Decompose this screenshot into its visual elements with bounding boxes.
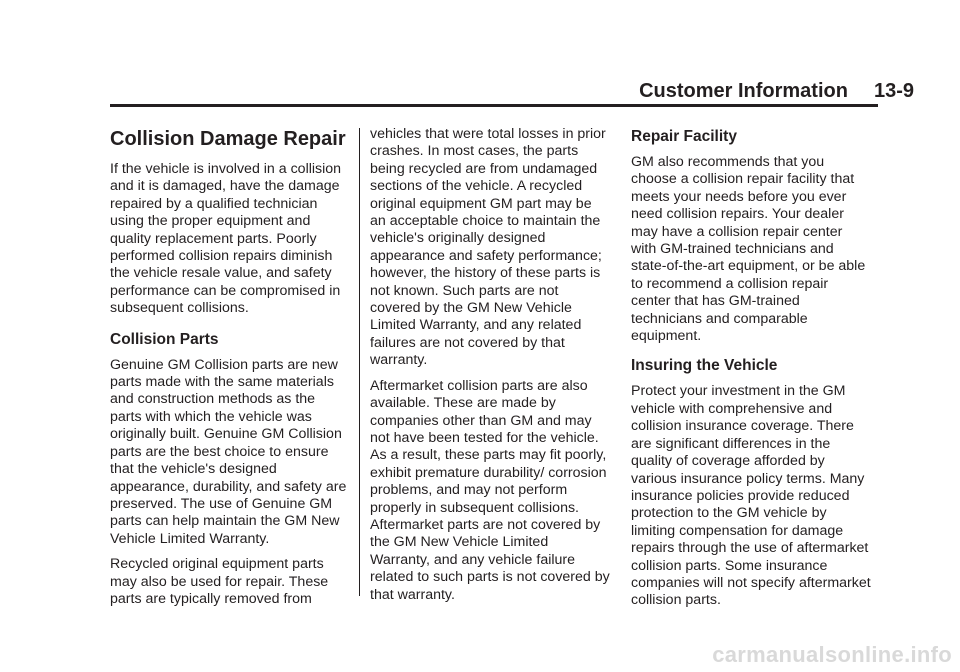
- column-divider: [359, 128, 360, 596]
- page-number: 13-9: [873, 80, 914, 102]
- paragraph: Genuine GM Collision parts are new parts made with the same materials and construction methods as the parts with which the vehicle was originally built. Genuine GM Collision parts are the best choice to ensure that the vehicle's designed appearance, durability, and safety are preserved. The use of Genuine GM parts can help maintain the GM New Vehicle Limited Warranty.: [110, 356, 347, 547]
- paragraph: If the vehicle is involved in a collision and it is damaged, have the damage repaired by a qualified technician using the proper equipment and quality replacement parts. Poorly performed collision repairs diminish the vehicle resale value, and safety performance can be compromised in subsequent collisions.: [110, 161, 342, 317]
- page-header: [639, 80, 914, 103]
- main-heading: Collision Damage Repair: [110, 128, 346, 150]
- paragraph: GM also recommends that you choose a collision repair facility that meets your needs before you ever need collision repairs. Your dealer may have a collision repair center with GM-trained technicians and state-of-the-art equipment, or be able to recommend a collision repair center that has GM-trained technicians and comparable equipment.: [631, 154, 866, 345]
- section-title: Customer Information: [639, 80, 848, 102]
- column-2: [370, 126, 610, 612]
- subheading-repair-facility: Repair Facility: [631, 128, 737, 145]
- paragraph: Protect your investment in the GM vehicle with comprehensive and collision insurance coverage. There are significant differences in the quality of coverage afforded by various insurance policy terms. Many insurance policies provide reduced protection to the GM vehicle by limiting compensation for damage repairs through the use of aftermarket collision parts. Some insurance companies will not specify aftermarket collision parts.: [631, 383, 871, 609]
- header-rule: [110, 104, 878, 107]
- column-3: [631, 126, 871, 618]
- subheading-collision-parts: Collision Parts: [110, 330, 219, 348]
- paragraph: Aftermarket collision parts are also available. These are made by companies other than GM and may not have been tested for the vehicle. As a result, these parts may fit poorly, exhibit premature durability/ corrosion problems, and may not perform properly in subsequent collisions. Aftermarket parts are not covered by the GM New Vehicle Limited Warranty, and any vehicle failure related to such parts is not covered by that warranty.: [370, 377, 610, 603]
- paragraph: Recycled original equipment parts may also be used for repair. These parts are typically removed from: [110, 556, 329, 607]
- paragraph: vehicles that were total losses in prior crashes. In most cases, the parts being recycled are from undamaged sections of the vehicle. A recycled original equipment GM part may be an acceptable choice to maintain the vehicle's originally designed appearance and safety performance; however, the history of these parts is not known. Such parts are not covered by the GM New Vehicle Limited Warranty, and any related failures are not covered by that warranty.: [370, 126, 606, 369]
- subheading-insuring-vehicle: Insuring the Vehicle: [631, 357, 778, 375]
- watermark: carmanualsonline.info: [712, 642, 952, 667]
- column-1: [110, 126, 350, 616]
